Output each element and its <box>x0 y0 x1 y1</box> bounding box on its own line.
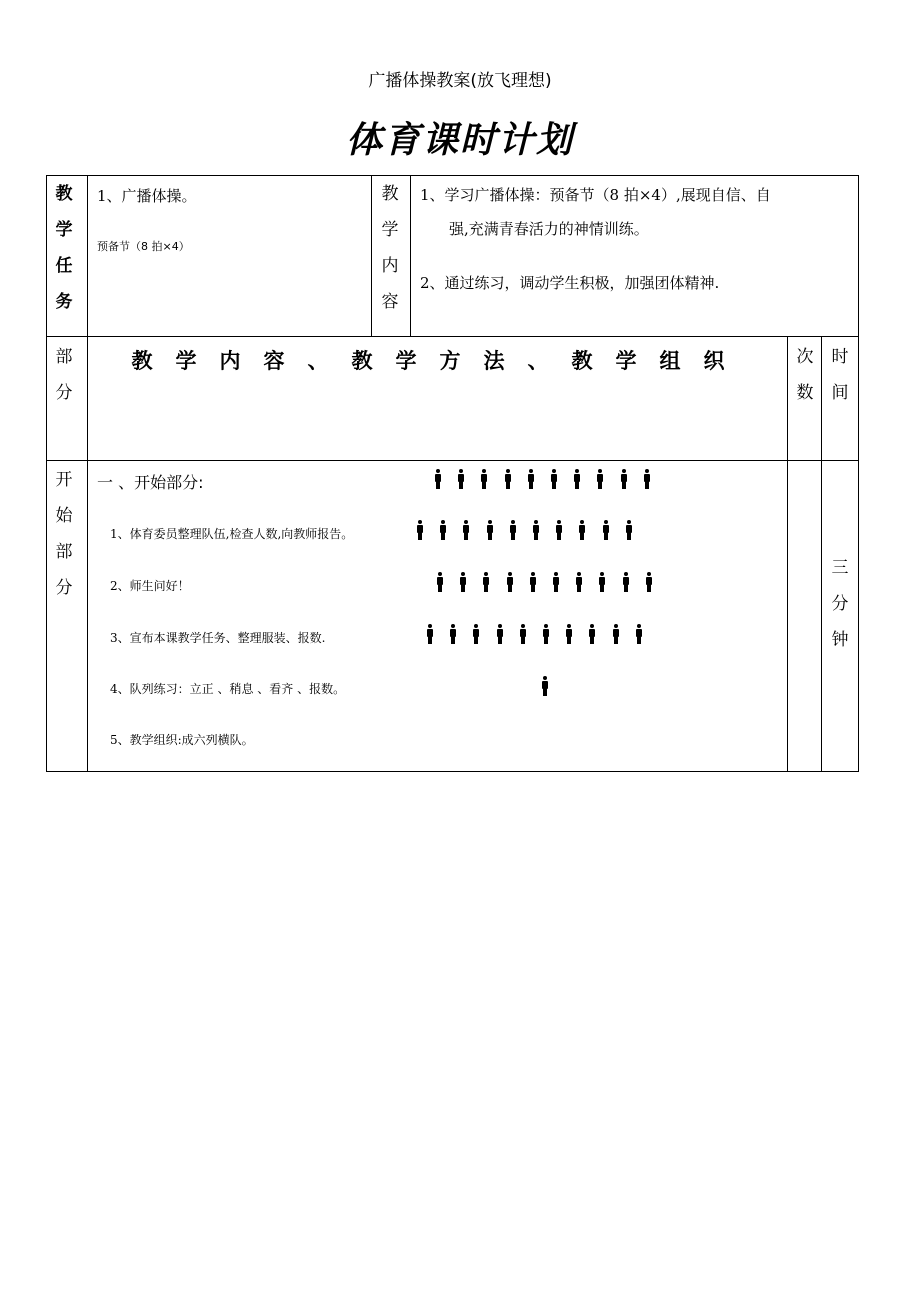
person-icon <box>435 572 445 592</box>
document-subtitle: 广播体操教案(放飞理想) <box>368 71 552 91</box>
content-item-1-cont: 强,充满青春活力的神情训练。 <box>449 220 649 238</box>
table-row-divider <box>46 336 859 337</box>
person-icon <box>438 520 448 540</box>
content-method-header: 教学内容、教学方法、教学组织 <box>131 349 748 373</box>
person-icon <box>601 520 611 540</box>
content-label: 教 学 内 容 <box>381 184 399 312</box>
section-title: 一 、开始部分: <box>97 473 204 492</box>
person-icon <box>551 572 561 592</box>
person-icon <box>554 520 564 540</box>
person-icon <box>448 624 458 644</box>
content-item-2: 2、通过练习，调动学生积极，加强团体精神. <box>420 274 720 292</box>
person-icon <box>433 469 443 489</box>
task-item-1: 1、广播体操。 <box>97 187 197 205</box>
count-label: 次 数 <box>796 347 814 403</box>
table-col-divider <box>87 175 88 772</box>
person-icon <box>415 520 425 540</box>
person-icon <box>540 676 550 696</box>
person-icon <box>425 624 435 644</box>
person-icon <box>572 469 582 489</box>
task-item-2: 预备节（8 拍×4） <box>97 240 190 253</box>
person-icon <box>549 469 559 489</box>
table-col-divider <box>371 175 372 336</box>
person-icon <box>642 469 652 489</box>
step-5: 5、教学组织:成六列横队。 <box>110 733 254 747</box>
step-1: 1、体育委员整理队伍,检查人数,向教师报告。 <box>110 527 354 541</box>
person-icon <box>597 572 607 592</box>
table-border-right <box>858 175 859 772</box>
person-icon <box>479 469 489 489</box>
person-icon <box>528 572 538 592</box>
document-title: 体育课时计划 <box>345 119 574 161</box>
content-item-1: 1、学习广播体操：预备节（8 拍×4）,展现自信、自 <box>420 186 771 204</box>
person-icon <box>564 624 574 644</box>
person-icon <box>461 520 471 540</box>
person-icon <box>481 572 491 592</box>
table-border-bottom <box>46 771 859 772</box>
person-icon <box>458 572 468 592</box>
step-3: 3、宣布本课教学任务、整理服装、报数. <box>110 631 326 645</box>
person-icon <box>495 624 505 644</box>
person-icon <box>541 624 551 644</box>
task-label: 教 学 任 务 <box>55 184 73 312</box>
time-value: 三 分 钟 <box>831 558 849 650</box>
person-icon <box>518 624 528 644</box>
table-row-divider <box>46 460 859 461</box>
person-icon <box>587 624 597 644</box>
person-icon <box>621 572 631 592</box>
person-icon <box>577 520 587 540</box>
person-icon <box>574 572 584 592</box>
person-icon <box>505 572 515 592</box>
start-part-label: 开 始 部 分 <box>55 470 73 598</box>
person-icon <box>624 520 634 540</box>
person-icon <box>611 624 621 644</box>
person-icon <box>531 520 541 540</box>
person-icon <box>634 624 644 644</box>
person-icon <box>595 469 605 489</box>
person-icon <box>526 469 536 489</box>
person-icon <box>456 469 466 489</box>
step-2: 2、师生问好！ <box>110 579 190 593</box>
person-icon <box>619 469 629 489</box>
person-icon <box>508 520 518 540</box>
part-label: 部 分 <box>55 347 73 403</box>
step-4: 4、队列练习：立正 、稍息 、看齐 、报数。 <box>110 682 346 696</box>
person-icon <box>503 469 513 489</box>
person-icon <box>485 520 495 540</box>
person-icon <box>471 624 481 644</box>
time-label: 时 间 <box>831 347 849 403</box>
person-icon <box>644 572 654 592</box>
table-border-top <box>46 175 859 176</box>
table-col-divider <box>410 175 411 336</box>
